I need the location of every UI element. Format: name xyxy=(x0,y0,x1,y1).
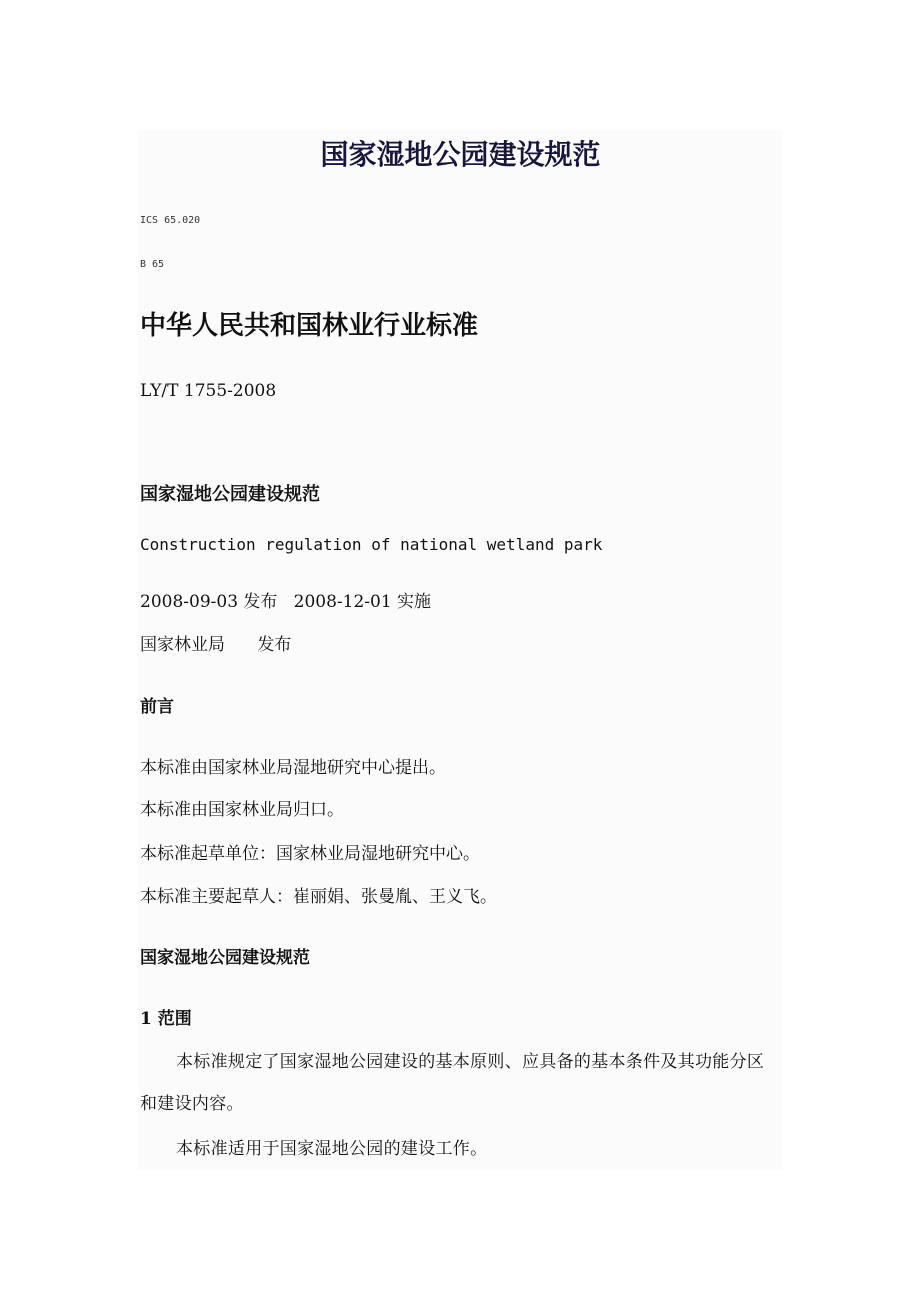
scope-heading: 1 范围 xyxy=(140,1009,192,1029)
standard-name: 中华人民共和国林业行业标准 xyxy=(140,311,479,341)
standard-code: LY/T 1755-2008 xyxy=(140,381,277,401)
foreword-line: 本标准主要起草人：崔丽娟、张曼胤、王义飞。 xyxy=(140,887,497,907)
foreword-heading: 前言 xyxy=(140,697,174,717)
publication-dates: 2008-09-03 发布 2008-12-01 实施 xyxy=(140,592,432,612)
foreword-line: 本标准由国家林业局归口。 xyxy=(140,800,344,820)
section-title: 国家湿地公园建设规范 xyxy=(140,948,310,968)
ics-code: ICS 65.020 xyxy=(140,215,201,226)
english-title: Construction regulation of national wetland park xyxy=(140,535,603,554)
classification-code: B 65 xyxy=(140,259,165,270)
document-title: 国家湿地公园建设规范 xyxy=(320,138,601,171)
issuer: 国家林业局 发布 xyxy=(140,635,292,655)
foreword-line: 本标准起草单位：国家林业局湿地研究中心。 xyxy=(140,844,480,864)
scope-paragraph: 本标准规定了国家湿地公园建设的基本原则、应具备的基本条件及其功能分区和建设内容。 xyxy=(140,1052,765,1114)
foreword-line: 本标准由国家林业局湿地研究中心提出。 xyxy=(140,758,446,778)
document-subtitle: 国家湿地公园建设规范 xyxy=(140,484,320,505)
scope-paragraph: 本标准适用于国家湿地公园的建设工作。 xyxy=(176,1139,488,1159)
